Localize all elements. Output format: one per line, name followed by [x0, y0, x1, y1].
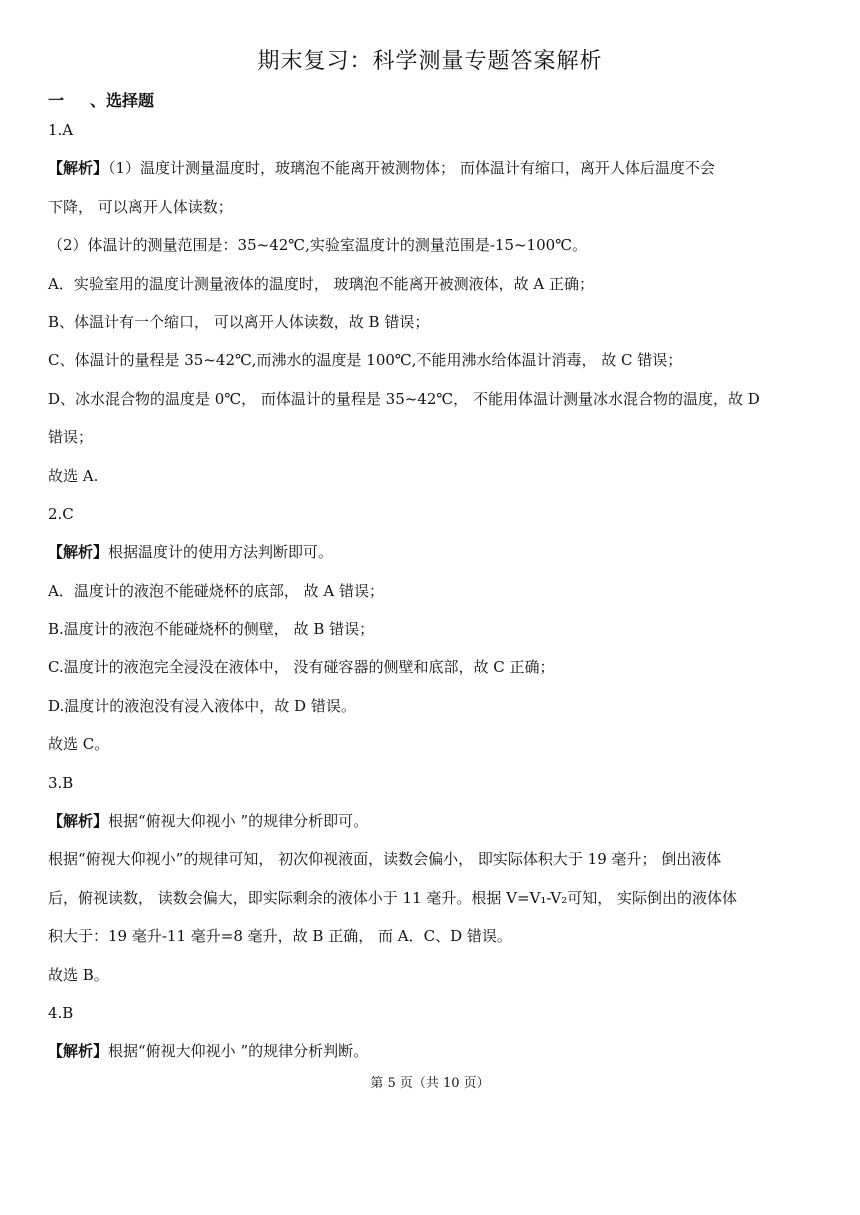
text-line	[48, 847, 818, 885]
text-line	[48, 694, 818, 732]
text-line	[48, 579, 818, 617]
text-line	[48, 502, 818, 540]
line-text: （1）温度计测量温度时，玻璃泡不能离开被测物体； 而体温计有缩口，离开人体后温度不会	[108, 159, 715, 178]
text-line	[48, 310, 818, 348]
text-line	[48, 272, 818, 310]
text-line	[48, 118, 818, 156]
line-text: 4.B	[48, 1003, 74, 1022]
line-text: 故选 A.	[48, 466, 99, 485]
page-title: 期末复习：科学测量专题答案解析	[257, 49, 603, 74]
text-line	[48, 886, 818, 924]
line-text: A．温度计的液泡不能碰烧杯的底部， 故 A 错误；	[48, 581, 384, 600]
line-text: D、冰水混合物的温度是 0℃， 而体温计的量程是 35~42℃， 不能用体温计测量冰水混合物的温度，故 D	[48, 389, 760, 408]
text-line	[48, 348, 818, 386]
line-text: 2.C	[48, 504, 74, 523]
line-text: B、体温计有一个缩口， 可以离开人体读数，故 B 错误；	[48, 312, 430, 331]
analysis-label: 【解析】	[48, 159, 109, 178]
line-text: C、体温计的量程是 35~42℃,而沸水的温度是 100℃,不能用沸水给体温计消毒， 故 C 错误；	[48, 351, 683, 370]
text-line	[48, 771, 818, 809]
line-text: 3.B	[48, 773, 74, 792]
text-line	[48, 809, 818, 847]
text-line	[48, 617, 818, 655]
analysis-label: 【解析】	[48, 543, 109, 562]
line-text: 根据“俯视大仰视小 ”的规律分析判断。	[108, 1042, 369, 1061]
text-line	[48, 1001, 818, 1039]
line-text: B.温度计的液泡不能碰烧杯的侧壁， 故 B 错误；	[48, 620, 375, 639]
line-text: 积大于：19 毫升-11 毫升=8 毫升，故 B 正确， 而 A．C、D 错误。	[48, 927, 512, 946]
text-line	[48, 233, 818, 271]
line-text: D.温度计的液泡没有浸入液体中，故 D 错误。	[48, 696, 356, 715]
answer-body	[48, 118, 818, 1078]
line-text: C.温度计的液泡完全浸没在液体中， 没有碰容器的侧壁和底部，故 C 正确；	[48, 658, 555, 677]
line-text: 根据温度计的使用方法判断即可。	[108, 543, 334, 562]
section-heading	[48, 88, 154, 111]
line-text: 故选 C。	[48, 735, 110, 754]
section-number: 一	[48, 91, 65, 110]
line-text: （2）体温计的测量范围是：35~42℃,实验室温度计的测量范围是-15~100℃。	[48, 236, 587, 255]
text-line	[48, 732, 818, 770]
text-line	[48, 195, 818, 233]
text-line	[48, 655, 818, 693]
text-line	[48, 387, 818, 425]
line-text: 错误；	[48, 428, 94, 447]
line-text: 1.A	[48, 121, 74, 139]
line-text: 后，俯视读数， 读数会偏大，即实际剩余的液体小于 11 毫升。根据 V=V₁-V₂可知， 实际倒出的液体体	[48, 888, 738, 907]
page-footer: 第 5 页（共 10 页）	[370, 1076, 490, 1091]
section-label: 、选择题	[90, 91, 155, 110]
analysis-label: 【解析】	[48, 812, 109, 831]
text-line	[48, 963, 818, 1001]
line-text: 根据“俯视大仰视小”的规律可知， 初次仰视液面，读数会偏小， 即实际体积大于 19 毫升； 倒出液体	[48, 850, 722, 869]
text-line	[48, 464, 818, 502]
line-text: 根据“俯视大仰视小 ”的规律分析即可。	[108, 812, 369, 831]
line-text: A．实验室用的温度计测量液体的温度时， 玻璃泡不能离开被测液体，故 A 正确；	[48, 274, 594, 293]
line-text: 故选 B。	[48, 965, 109, 984]
text-line	[48, 540, 818, 578]
text-line	[48, 156, 818, 194]
text-line	[48, 924, 818, 962]
text-line	[48, 425, 818, 463]
line-text: 下降， 可以离开人体读数；	[48, 197, 233, 216]
analysis-label: 【解析】	[48, 1042, 109, 1061]
